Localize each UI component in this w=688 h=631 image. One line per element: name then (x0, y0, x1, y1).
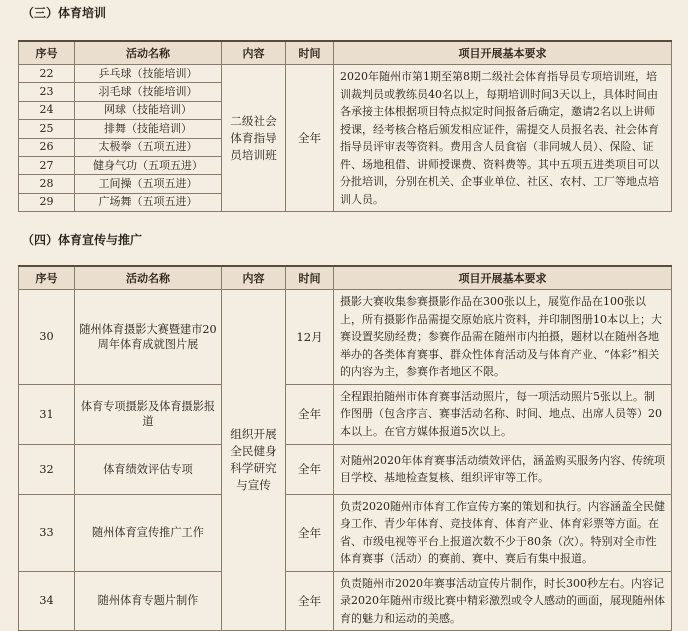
table-header-row (19, 266, 672, 290)
row-no: 33 (19, 494, 75, 571)
header-time: 时间 (286, 41, 334, 65)
table-header-row (19, 41, 672, 65)
row-no: 28 (19, 175, 75, 193)
row-name: 羽毛球（技能培训） (75, 83, 222, 101)
row-name: 体育专项摄影及体育摄影报道 (75, 384, 222, 444)
promotion-table (18, 265, 672, 631)
header-requirement: 项目开展基本要求 (334, 266, 672, 290)
row-content: 二级社会体育指导员培训班 (222, 65, 286, 212)
section-4-title: （四）体育宣传与推广 (22, 233, 143, 247)
row-no: 27 (19, 156, 75, 174)
row-no: 34 (19, 571, 75, 631)
header-name: 活动名称 (75, 266, 222, 290)
row-time: 全年 (286, 65, 334, 212)
row-no: 22 (19, 65, 75, 83)
row-time: 全年 (286, 494, 334, 571)
row-requirement: 摄影大赛收集参赛摄影作品在300张以上，展览作品在100张以上，所有摄影作品需提交原始底片资料，并印制图册10本以上；大赛设置奖励经费；参赛作品需在随州市内拍摄，题材以在随州各地举办的各类体育赛事、群众性体育活动及与体育产业、“体彩”相关的内容为主，参赛作者地区不限。 (334, 290, 672, 385)
row-no: 31 (19, 384, 75, 444)
table-row (19, 290, 672, 385)
row-name: 随州体育宣传推广工作 (75, 494, 222, 571)
header-name: 活动名称 (75, 41, 222, 65)
header-requirement: 项目开展基本要求 (334, 41, 672, 65)
row-requirement: 负责2020随州市体育工作宣传方案的策划和执行。内容涵盖全民健身工作、青少年体育、竞技体育、体育产业、体育彩票等方面。在省、市级电视等平台上报道次数不少于80条（次）。特别对全市性体育赛事（活动）的赛前、赛中、赛后有集中报道。 (334, 494, 672, 571)
row-name: 随州体育摄影大赛暨建市20周年体育成就图片展 (75, 290, 222, 385)
header-no: 序号 (19, 41, 75, 65)
row-name: 随州体育专题片制作 (75, 571, 222, 631)
row-requirement: 对随州2020年体育赛事活动绩效评估，涵盖购买服务内容、传统项目学校、基地检查复核、组织评审等工作。 (334, 444, 672, 494)
row-name: 太极拳（五项五进） (75, 138, 222, 156)
table-row (19, 65, 672, 83)
table-row (19, 444, 672, 494)
row-name: 工间操（五项五进） (75, 175, 222, 193)
row-requirement: 2020年随州市第1期至第8期二级社会体育指导员专项培训班，培训裁判员或教练员40名以上，每期培训时间3天以上，具体时间由各承接主体根据项目特点拟定时间报备后确定，邀请2名以上讲师授课，经考核合格后颁发相应证件，需提交人员报名表、社会体育指导员评审表等资料。费用含人员食宿（非同城人员）、保险、证件、场地租借、讲师授课费、资料费等。其中五项五进类项目可以分批培训，分别在机关、企事业单位、社区、农村、工厂等地点培训人员。 (334, 65, 672, 212)
row-requirement: 负责随州市2020年赛事活动宣传片制作，时长300秒左右。内容记录2020年随州市级比赛中精彩激烈或令人感动的画面，展现随州体育的魅力和运动的美感。 (334, 571, 672, 631)
table-row (19, 494, 672, 571)
row-name: 健身气功（五项五进） (75, 156, 222, 174)
row-no: 25 (19, 120, 75, 138)
row-time: 12月 (286, 290, 334, 385)
row-name: 广场舞（五项五进） (75, 193, 222, 211)
row-no: 24 (19, 101, 75, 119)
row-name: 排舞（技能培训） (75, 120, 222, 138)
row-time: 全年 (286, 444, 334, 494)
row-no: 30 (19, 290, 75, 385)
row-name: 网球（技能培训） (75, 101, 222, 119)
header-time: 时间 (286, 266, 334, 290)
training-table (18, 40, 672, 212)
row-time: 全年 (286, 384, 334, 444)
row-name: 体育绩效评估专项 (75, 444, 222, 494)
header-content: 内容 (222, 41, 286, 65)
header-content: 内容 (222, 266, 286, 290)
row-no: 26 (19, 138, 75, 156)
row-time: 全年 (286, 571, 334, 631)
header-no: 序号 (19, 266, 75, 290)
row-name: 乒乓球（技能培训） (75, 65, 222, 83)
row-no: 32 (19, 444, 75, 494)
row-no: 29 (19, 193, 75, 211)
row-no: 23 (19, 83, 75, 101)
section-3-title: （三）体育培训 (22, 6, 107, 20)
table-row (19, 384, 672, 444)
row-content: 组织开展全民健身科学研究与宣传 (222, 290, 286, 631)
row-requirement: 全程跟拍随州市体育赛事活动照片，每一项活动照片5张以上。制作图册（包含序言、赛事活动名称、时间、地点、出席人员等）20本以上。在官方媒体报道5次以上。 (334, 384, 672, 444)
